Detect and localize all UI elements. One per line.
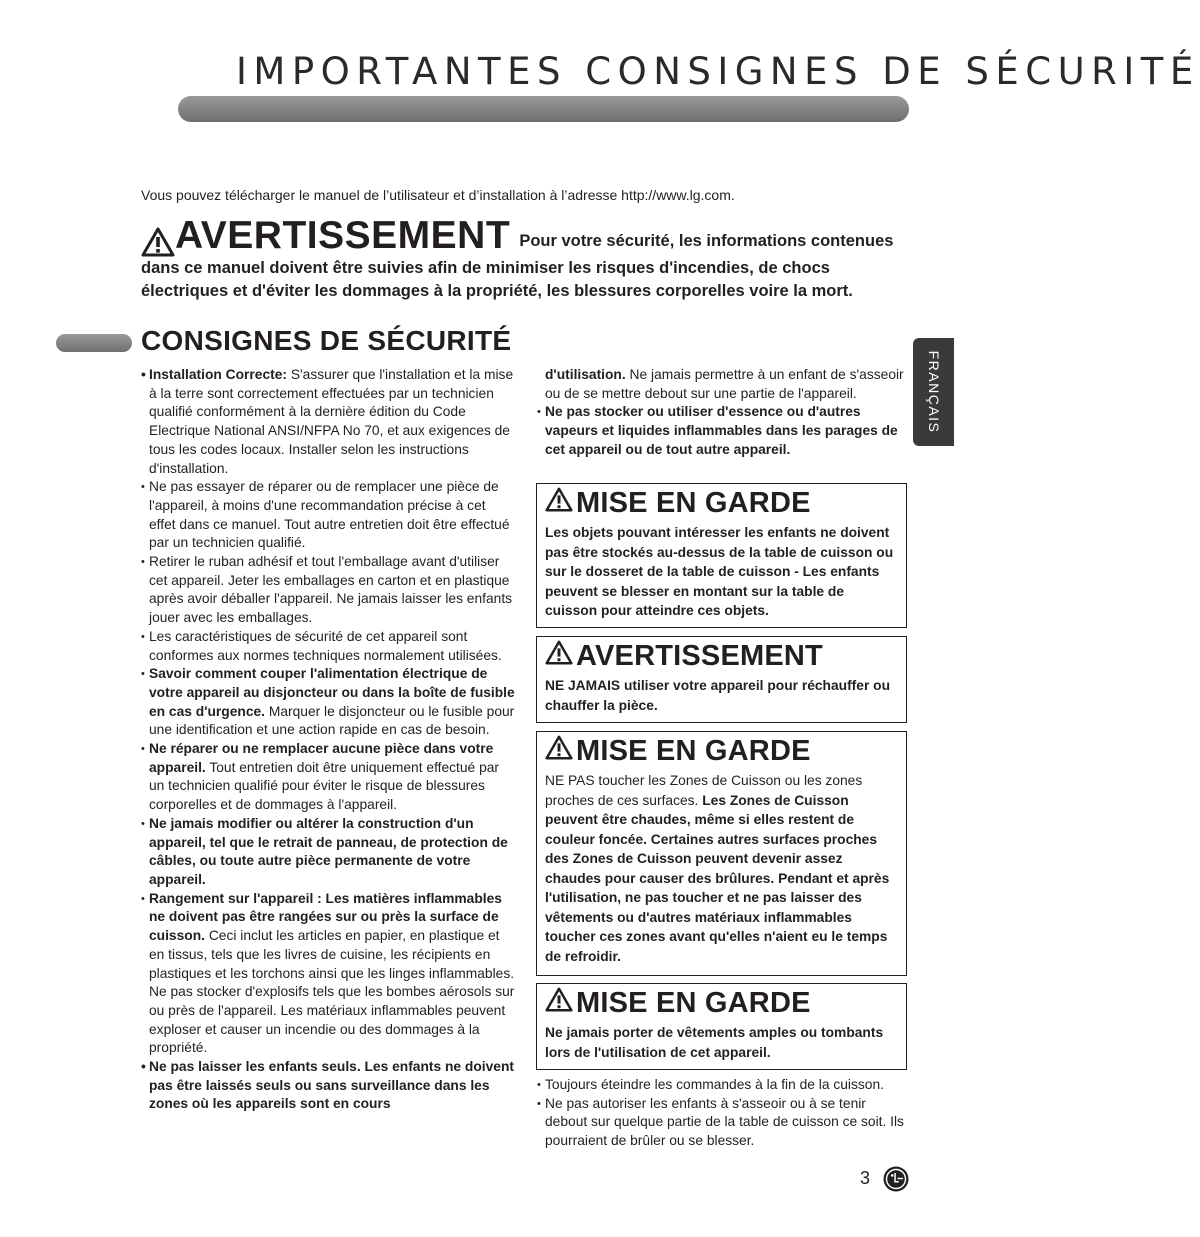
right-column-bottom bbox=[537, 1076, 907, 1151]
caution-box-children bbox=[536, 483, 907, 628]
box-text: Ne jamais porter de vêtements amples ou tombants lors de l'utilisation de cet appareil. bbox=[545, 1025, 884, 1060]
list-item: • Ne jamais modifier ou altérer la construction d'un appareil, tel que le retrait de panneau, de protection de câbles, ou toute autre pièce permanente de votre appareil. bbox=[141, 815, 515, 890]
list-item: • Ne pas autoriser les enfants à s'asseoir ou à se tenir debout sur quelque partie de la table de cuisson ce soit. Ils pourraient de brûler ou se blesser. bbox=[537, 1095, 907, 1151]
list-item-continuation: d'utilisation. Ne jamais permettre à un enfant de s'asseoir ou de se mettre debout sur une partie de l'appareil. bbox=[545, 367, 904, 401]
language-tab-label: FRANÇAIS bbox=[925, 350, 942, 434]
list-item: • Rangement sur l'appareil : Les matières inflammables ne doivent pas être rangées sur ou près la surface de cuisson. Ceci inclut les articles en papier, en plastique et en tissus, tels que les livres de cuisine, les récipients en plastiques et les torchons ainsi que les linges inflammables. Ne pas stocker d'explosifs tels que les bombes aérosols sur ou près de l'appareil. Les matériaux inflammables peuvent exploser et causer un incendie ou des dommages à la propriété. bbox=[141, 890, 515, 1058]
section-pill bbox=[56, 334, 132, 352]
list-item: • Ne pas stocker ou utiliser d'essence ou d'autres vapeurs et liquides inflammables dans les parages de cet appareil ou de tout autre appareil. bbox=[537, 403, 907, 459]
list-item: • Installation Correcte: S'assurer que l'installation et la mise à la terre sont correctement effectuées par un technicien qualifié conformément à la dernière édition du Code Electrique National ANSI/NFPA No 70, et aux exigences de tous les codes locaux. Installer selon les instructions d'installation. bbox=[141, 366, 515, 478]
box-text: NE JAMAIS utiliser votre appareil pour réchauffer ou chauffer la pièce. bbox=[545, 678, 890, 713]
box-title: AVERTISSEMENT bbox=[576, 640, 823, 672]
warning-triangle-icon bbox=[141, 227, 175, 257]
title-bar bbox=[178, 96, 909, 122]
list-item: • Ne réparer ou ne remplacer aucune pièce dans votre appareil. Tout entretien doit être uniquement effectué par un technicien qualifié pour éviter le risque de blessures corporelles et de dommages à l'appareil. bbox=[141, 740, 515, 815]
download-note: Vous pouvez télécharger le manuel de l’utilisateur et d’installation à l’adresse http://www.lg.com. bbox=[141, 187, 735, 203]
list-item: • Ne pas laisser les enfants seuls. Les enfants ne doivent pas être laissés seuls ou sans surveillance dans les zones où les appareils sont en cours bbox=[141, 1058, 515, 1114]
list-item: • Les caractéristiques de sécurité de cet appareil sont conformes aux normes techniques normalement utilisées. bbox=[141, 628, 515, 665]
box-text: Les objets pouvant intéresser les enfants ne doivent pas être stockés au-dessus de la table de cuisson ou sur le dosseret de la table de cuisson - Les enfants peuvent se blesser en montant sur la table de cuisson pour atteindre ces objets. bbox=[545, 525, 894, 618]
caution-box-clothing bbox=[536, 983, 907, 1070]
language-tab bbox=[913, 338, 954, 446]
warning-text: Pour votre sécurité, les informations contenues dans ce manuel doivent être suivies afin de minimiser les risques d'incendies, de chocs électriques et d'éviter les dommages à la propriété, les blessures corporelles voire la mort. bbox=[141, 232, 894, 300]
box-title: MISE EN GARDE bbox=[576, 487, 811, 519]
page-title: IMPORTANTES CONSIGNES DE SÉCURITÉ bbox=[236, 50, 1200, 93]
list-item: • Ne pas essayer de réparer ou de remplacer une pièce de l'appareil, à moins d'une recommandation précise à cet effet dans ce manuel. Tout autre entretien doit être effectué par un technicien qualifié. bbox=[141, 478, 515, 553]
list-item: • Retirer le ruban adhésif et tout l'emballage avant d'utiliser cet appareil. Jeter les emballages en carton et en plastique après avoir déballer l'appareil. Ne jamais laisser les enfants jouer avec les emballages. bbox=[141, 553, 515, 628]
main-warning bbox=[141, 214, 901, 303]
warning-triangle-icon bbox=[545, 735, 573, 760]
left-column bbox=[141, 366, 515, 1114]
box-title: MISE EN GARDE bbox=[576, 735, 811, 767]
right-column-top bbox=[537, 366, 907, 460]
box-title: MISE EN GARDE bbox=[576, 987, 811, 1019]
warning-triangle-icon bbox=[545, 987, 573, 1012]
lg-logo-icon bbox=[883, 1166, 909, 1192]
list-item: • Savoir comment couper l'alimentation électrique de votre appareil au disjoncteur ou dans la boîte de fusible en cas d'urgence. Marquer le disjoncteur ou le fusible pour une identification et une action rapide en cas de besoin. bbox=[141, 665, 515, 740]
warning-triangle-icon bbox=[545, 487, 573, 512]
caution-box-hot-surfaces bbox=[536, 731, 907, 976]
warning-heading: AVERTISSEMENT bbox=[175, 214, 511, 257]
box-text: NE PAS toucher les Zones de Cuisson ou les zones proches de ces surfaces. Les Zones de Cuisson peuvent être chaudes, même si elles restent de couleur foncée. Certaines autres surfaces proches des Zones de Cuisson peuvent devenir assez chaudes pour causer des brûlures. Pendant et après l'utilisation, ne pas toucher et ne pas laisser des vêtements ou d'autres matériaux inflammables toucher ces zones avant qu'elles n'aient eu le temps de refroidir. bbox=[545, 773, 890, 964]
warning-box-heating bbox=[536, 636, 907, 723]
warning-triangle-icon bbox=[545, 640, 573, 665]
list-item: • Toujours éteindre les commandes à la fin de la cuisson. bbox=[537, 1076, 907, 1095]
page-number: 3 bbox=[860, 1168, 871, 1188]
section-title: CONSIGNES DE SÉCURITÉ bbox=[141, 325, 512, 356]
